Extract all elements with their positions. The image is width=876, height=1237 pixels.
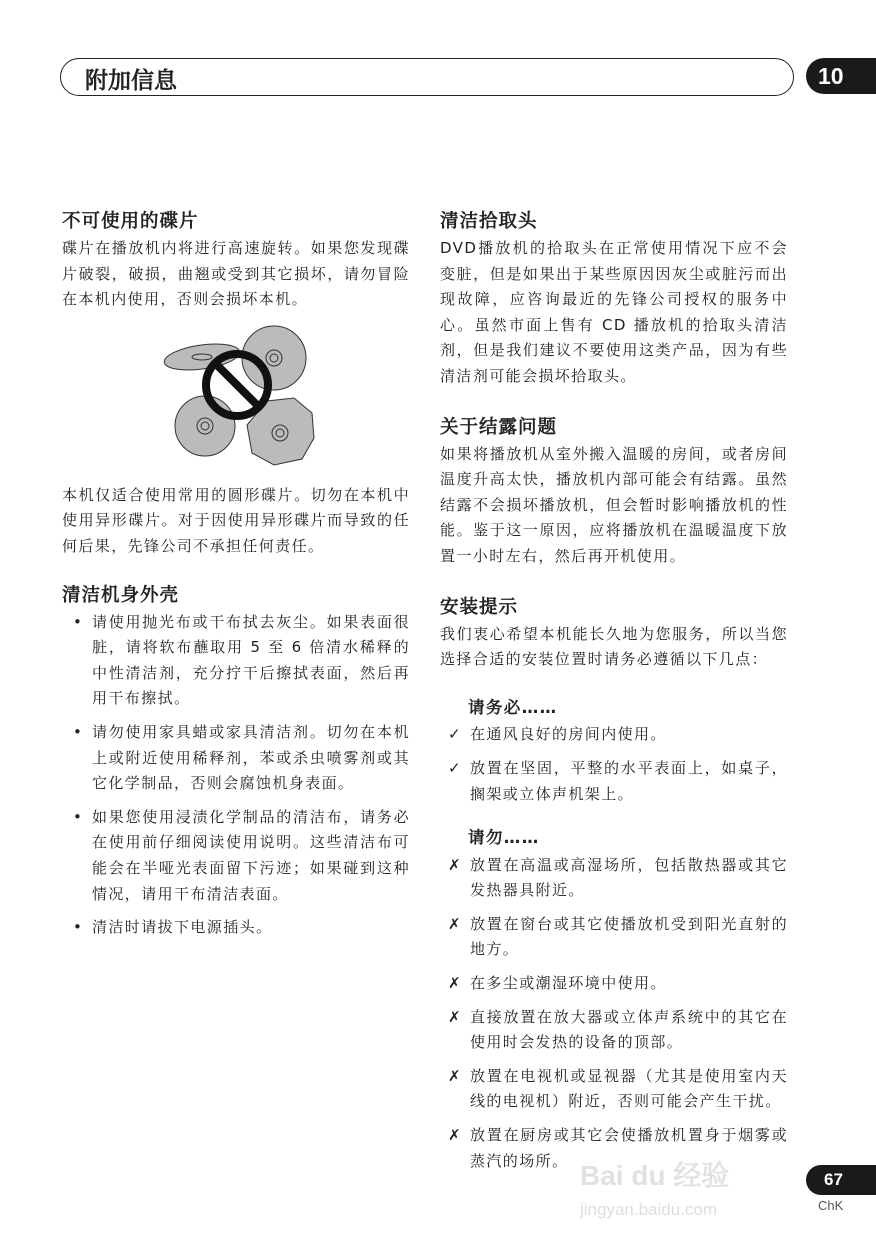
list-item [440, 1064, 788, 1115]
cross-icon: ✗ [448, 1126, 462, 1145]
paragraph: 如果将播放机从室外搬入温暖的房间，或者房间温度升高太快，播放机内部可能会有结露。虽然结露不会损坏播放机，但会暂时影响播放机的性能。鉴于这一原因，应将播放机在温暖温度下放置一小时左右，然后再开机使用。 [440, 444, 788, 565]
cross-icon: ✗ [448, 855, 462, 874]
paragraph: 碟片在播放机内将进行高速旋转。如果您发现碟片破裂，破损，曲翘或受到其它损坏，请勿冒险在本机内使用，否则会损坏本机。 [62, 239, 410, 309]
check-icon: ✓ [448, 725, 462, 744]
heading-unusable-discs: 不可使用的碟片 [62, 211, 199, 232]
paragraph: 本机仅适合使用常用的圆形碟片。切勿在本机中使用异形碟片。对于因使用异形碟片而导致的任何后果，先锋公司不承担任何责任。 [62, 485, 410, 555]
list-item [440, 722, 788, 748]
list-item [440, 971, 788, 997]
cross-icon: ✗ [448, 1007, 462, 1026]
item-text: 放置在厨房或其它会使播放机置身于烟雾或蒸汽的场所。 [470, 1126, 788, 1170]
heading-cleaning-cabinet: 清洁机身外壳 [62, 584, 180, 606]
item-text: 放置在高温或高湿场所，包括散热器或其它发热器具附近。 [470, 855, 788, 900]
item-text: 放置在电视机或显视器（尤其是使用室内天线的电视机）附近，否则可能会产生干扰。 [470, 1066, 788, 1111]
chapter-number: 10 [806, 58, 876, 94]
bullet-list [62, 610, 410, 941]
list-item [440, 853, 788, 904]
item-text: 直接放置在放大器或立体声系统中的其它在使用时会发热的设备的顶部。 [470, 1007, 788, 1052]
list-item [440, 756, 788, 807]
heading-installation-tips: 安装提示 [440, 596, 519, 618]
list-item: • 请使用抛光布或干布拭去灰尘。如果表面很脏，请将软布蘸取用 5 至 6 倍清水稀释的中性清洁剂，充分拧干后擦拭表面，然后再用干布擦拭。 [62, 610, 410, 712]
paragraph: 我们衷心希望本机能长久地为您服务，所以当您选择合适的安装位置时请务必遵循以下几点： [440, 624, 788, 669]
list-item [440, 912, 788, 963]
heading-cleaning-pickup: 清洁拾取头 [440, 211, 538, 232]
dont-heading: 请勿…… [468, 828, 540, 848]
right-column [440, 210, 788, 1182]
watermark-logo: Bai du 经验 [580, 1160, 730, 1191]
list-item: • 清洁时请拔下电源插头。 [62, 915, 410, 941]
dont-list [440, 853, 788, 1175]
do-heading: 请务必…… [468, 697, 558, 717]
item-text: 放置在坚固，平整的水平表面上，如桌子，搁架或立体声机架上。 [470, 758, 788, 803]
cross-icon: ✗ [448, 1066, 462, 1085]
list-item: • 请勿使用家具蜡或家具清洁剂。切勿在本机上或附近使用稀释剂，苯或杀虫喷雾剂或其它化学制品，否则会腐蚀机身表面。 [62, 720, 410, 797]
language-code: ChK [818, 1198, 844, 1213]
item-text: 在通风良好的房间内使用。 [470, 725, 667, 744]
item-text: 在多尘或潮湿环境中使用。 [470, 974, 667, 993]
left-column [62, 210, 410, 949]
cross-icon: ✗ [448, 914, 462, 933]
heading-condensation: 关于结露问题 [440, 416, 558, 438]
watermark-url: jingyan.baidu.com [580, 1200, 718, 1219]
cross-icon: ✗ [448, 974, 462, 993]
page-title: 附加信息 [85, 68, 177, 94]
do-list [440, 722, 788, 807]
list-item [440, 1005, 788, 1056]
page-number: 67 [806, 1165, 876, 1195]
check-icon: ✓ [448, 758, 462, 777]
paragraph: DVD播放机的拾取头在正常使用情况下应不会变脏，但是如果出于某些原因因灰尘或脏污而出现故障，应咨询最近的先锋公司授权的服务中心。虽然市面上售有 CD 播放机的拾取头清洁剂，但是我们建议不要使用这类产品，因为有些清洁剂可能会损坏拾取头。 [440, 239, 788, 385]
list-item: • 如果您使用浸渍化学制品的清洁布，请务必在使用前仔细阅读使用说明。这些清洁布可能会在半哑光表面留下污迹；如果碰到这种情况，请用干布清洁表面。 [62, 805, 410, 907]
item-text: 放置在窗台或其它使播放机受到阳光直射的地方。 [470, 914, 788, 959]
section-header [60, 58, 794, 96]
damaged-discs-illustration [62, 313, 410, 483]
